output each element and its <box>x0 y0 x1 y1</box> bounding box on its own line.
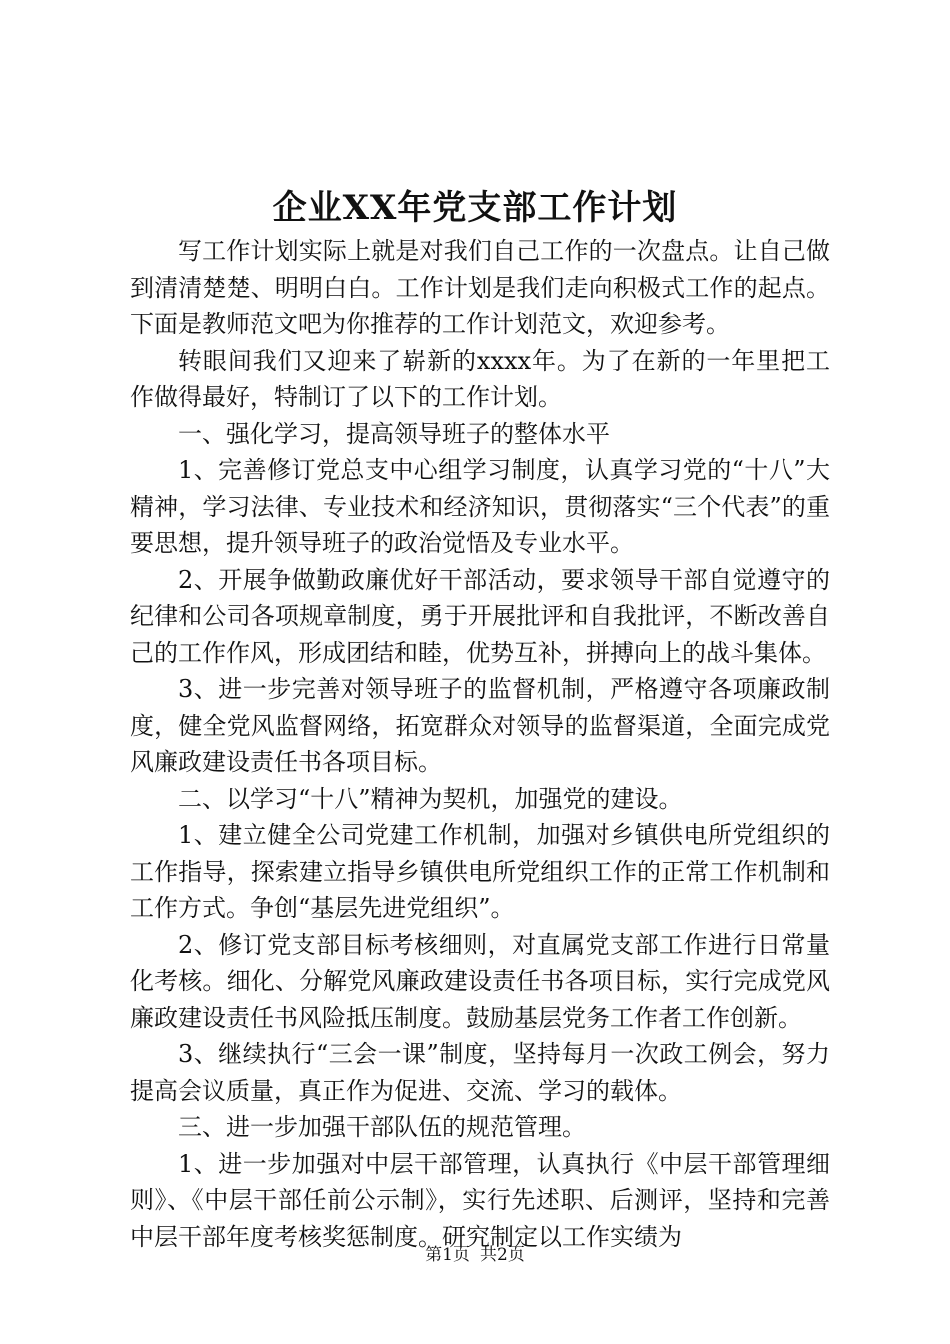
paragraph-item: 3、继续执行“三会一课”制度，坚持每月一次政工例会，努力提高会议质量，真正作为促进、交流、学习的载体。 <box>130 1040 830 1105</box>
paragraph-item: 1、进一步加强对中层干部管理，认真执行《中层干部管理细则》、《中层干部任前公示制》，实行先述职、后测评，坚持和完善中层干部年度考核奖惩制度。研究制定以工作实绩为 <box>130 1149 830 1251</box>
document-body <box>130 233 830 1255</box>
page-number: 第1页 <box>425 1245 470 1265</box>
page-footer <box>0 1243 950 1267</box>
page-title: 企业XX年党支部工作计划 <box>272 188 678 228</box>
paragraph-item: 2、修订党支部目标考核细则，对直属党支部工作进行日常量化考核。细化、分解党风廉政建设责任书各项目标，实行完成党风廉政建设责任书风险抵压制度。鼓励基层党务工作者工作创新。 <box>130 930 830 1032</box>
section-heading-3: 三、进一步加强干部队伍的规范管理。 <box>178 1113 586 1141</box>
paragraph-item: 1、完善修订党总支中心组学习制度，认真学习党的“十八”大精神，学习法律、专业技术和经济知识，贯彻落实“三个代表”的重要思想，提升领导班子的政治觉悟及专业水平。 <box>130 456 830 557</box>
paragraph-item: 3、进一步完善对领导班子的监督机制，严格遵守各项廉政制度，健全党风监督网络，拓宽群众对领导的监督渠道，全面完成党风廉政建设责任书各项目标。 <box>130 675 830 776</box>
paragraph-item: 1、建立健全公司党建工作机制，加强对乡镇供电所党组织的工作指导，探索建立指导乡镇供电所党组织工作的正常工作机制和工作方式。争创“基层先进党组织”。 <box>130 821 830 922</box>
section-heading-2: 二、以学习“十八”精神为契机，加强党的建设。 <box>178 784 683 813</box>
paragraph-intro: 写工作计划实际上就是对我们自己工作的一次盘点。让自己做到清清楚楚、明明白白。工作计划是我们走向积极式工作的起点。下面是教师范文吧为你推荐的工作计划范文，欢迎参考。 <box>130 237 830 338</box>
section-heading-1: 一、强化学习，提高领导班子的整体水平 <box>178 419 610 448</box>
paragraph-preface: 转眼间我们又迎来了崭新的xxxx年。为了在新的一年里把工作做得最好，特制订了以下的工作计划。 <box>130 346 830 411</box>
page-total: 共2页 <box>480 1245 525 1265</box>
paragraph-item: 2、开展争做勤政廉优好干部活动，要求领导干部自觉遵守的纪律和公司各项规章制度，勇于开展批评和自我批评，不断改善自己的工作作风，形成团结和睦，优势互补，拼搏向上的战斗集体。 <box>130 565 830 667</box>
